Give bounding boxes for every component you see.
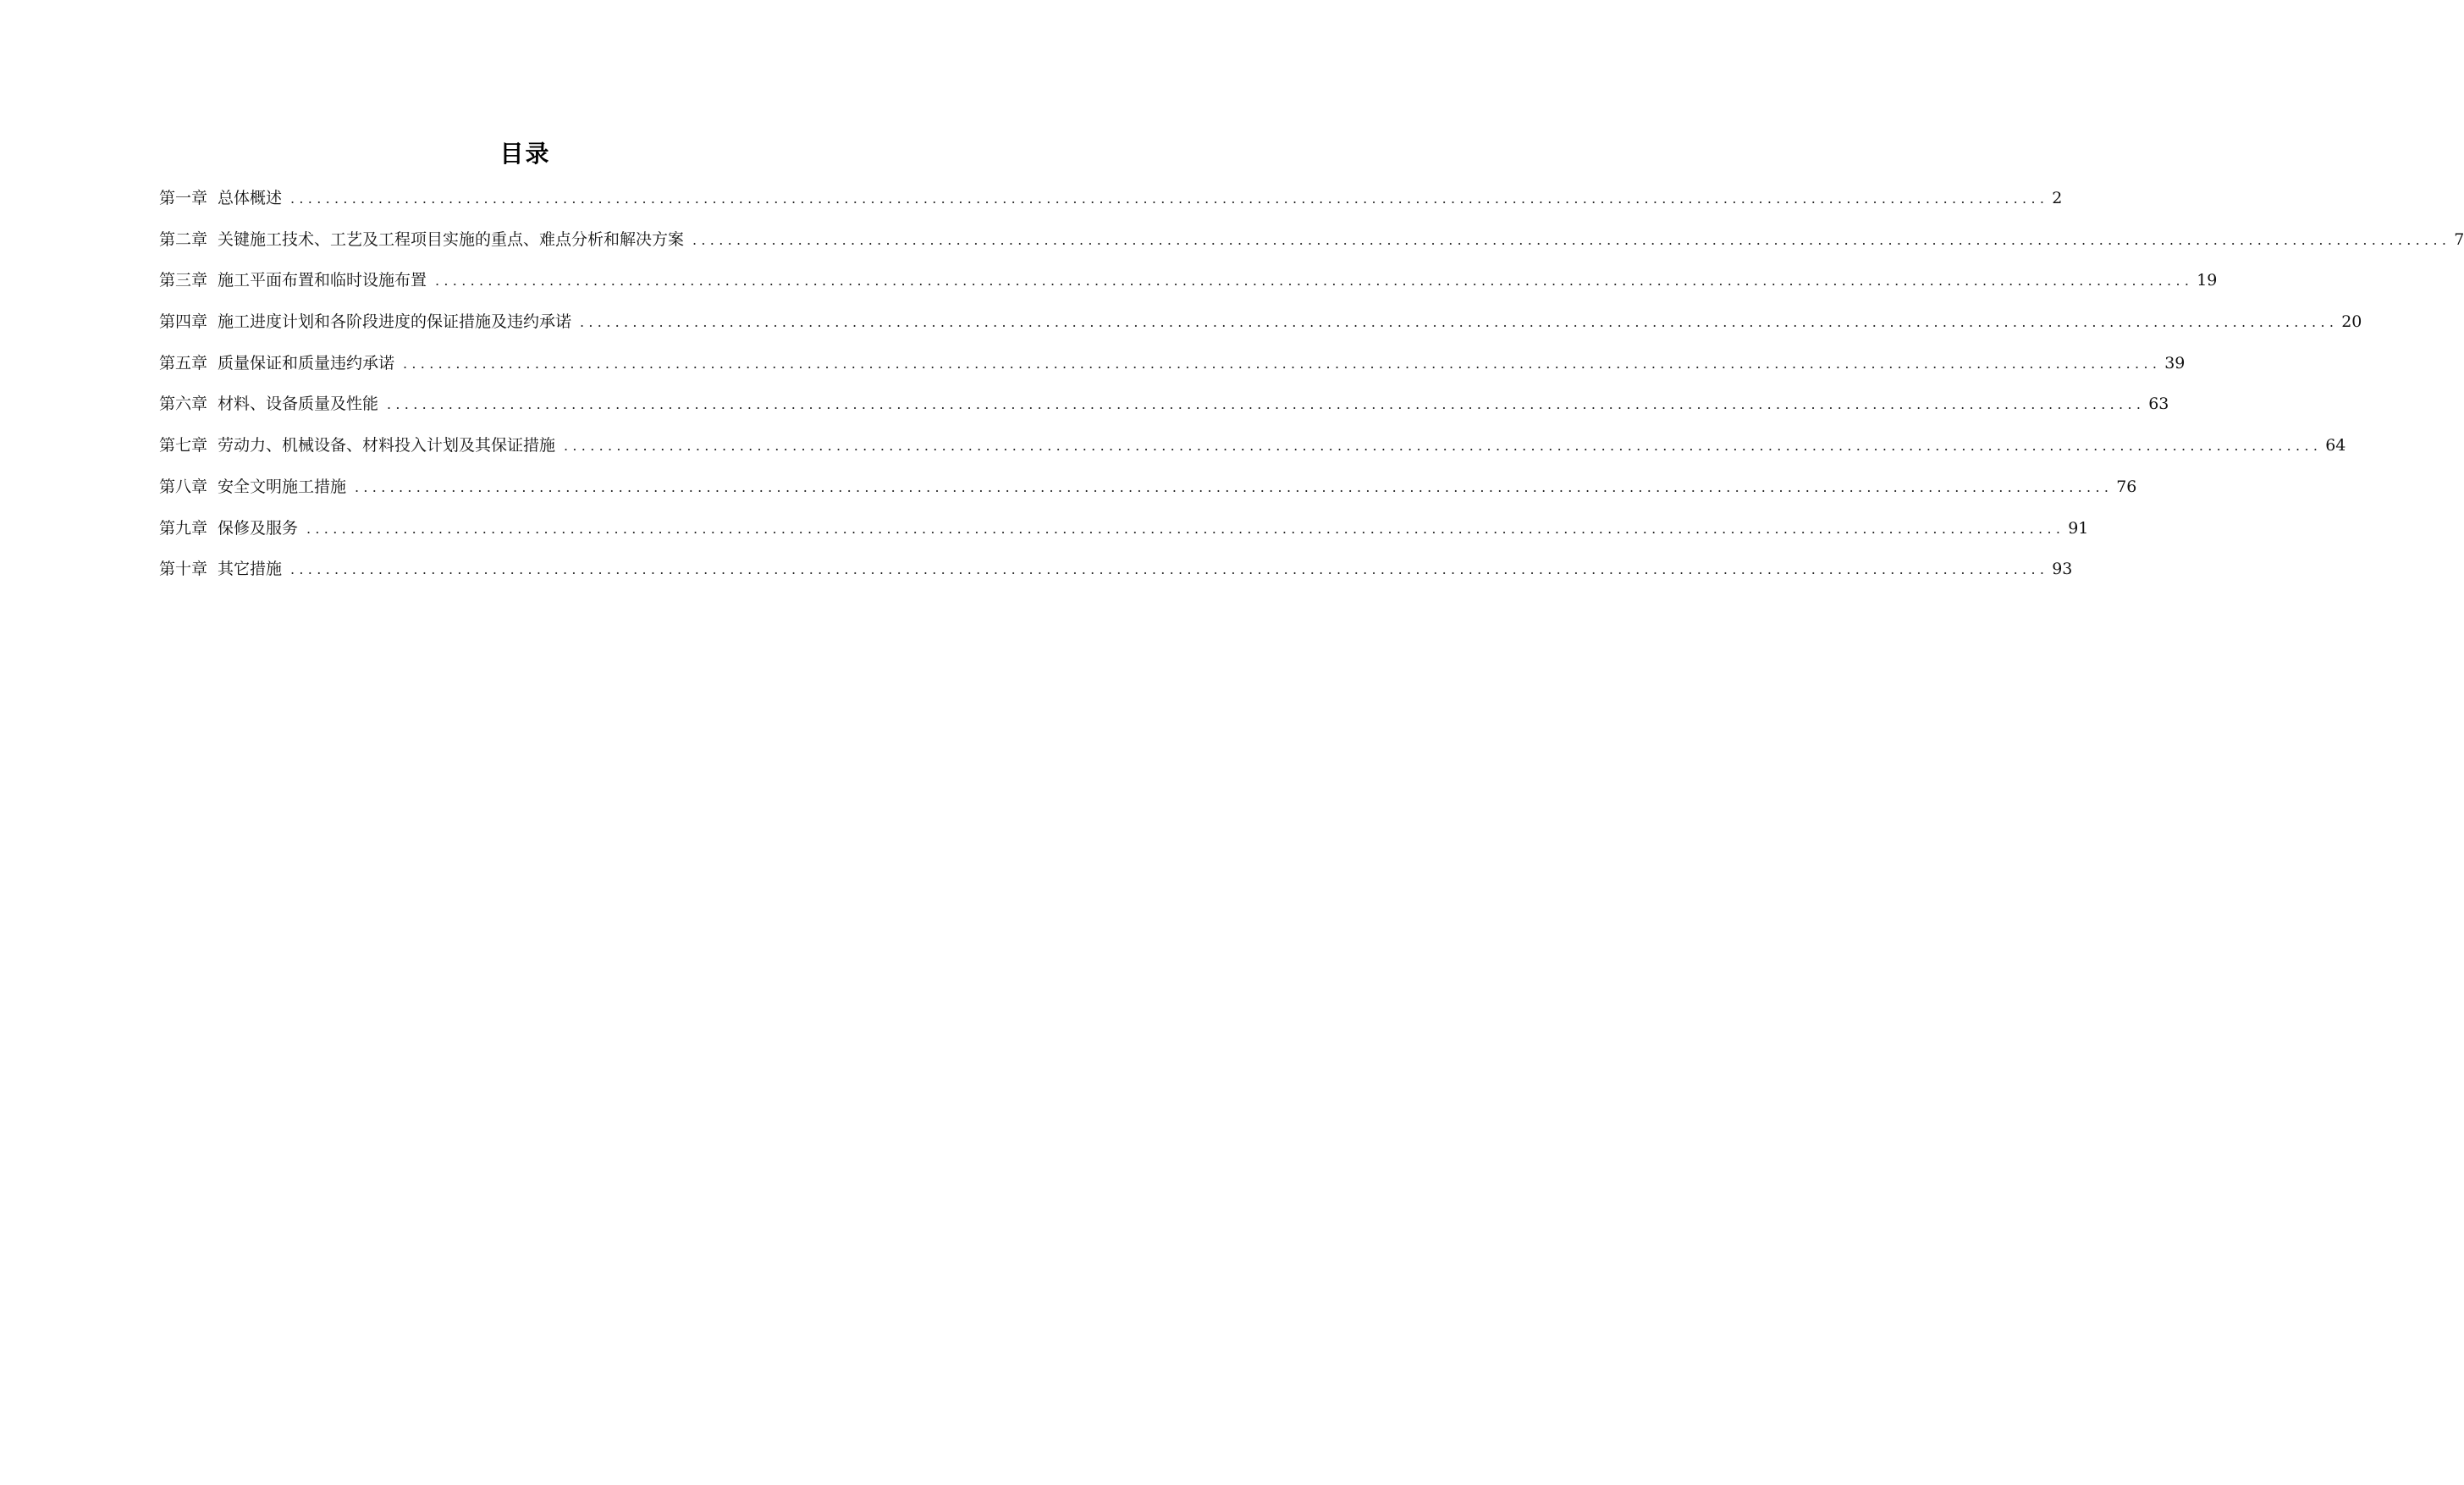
toc-leader-dots: ........................................................................................................................................................................................................: [564, 438, 2323, 455]
toc-leader-dots: ........................................................................................................................................................................................................: [403, 355, 2162, 372]
toc-entry[interactable]: [159, 559, 2073, 600]
toc-chapter-title: 其它措施: [218, 560, 283, 579]
toc-chapter-number: 第三章: [159, 271, 208, 290]
toc-entry[interactable]: [159, 353, 2186, 395]
toc-chapter-number: 第四章: [159, 312, 208, 332]
toc-chapter-title: 施工进度计划和各阶段进度的保证措施及违约承诺: [218, 312, 572, 332]
toc-entry[interactable]: [159, 518, 2089, 560]
toc-chapter-number: 第十章: [159, 560, 208, 579]
toc-chapter-title: 劳动力、机械设备、材料投入计划及其保证措施: [218, 436, 556, 455]
toc-leader-dots: ........................................................................................................................................................................................................: [306, 520, 2065, 537]
toc-leader-dots: ........................................................................................................................................................................................................: [692, 231, 2451, 248]
toc-title: 目录: [499, 140, 551, 168]
toc-page-number: 19: [2197, 271, 2218, 290]
toc-chapter-number: 第二章: [159, 229, 208, 249]
toc-chapter-title: 保修及服务: [218, 518, 299, 538]
toc-page-number: 7: [2454, 229, 2464, 249]
toc-chapter-number: 第五章: [159, 353, 208, 373]
toc-page-number: 39: [2164, 353, 2186, 373]
toc-leader-dots: ........................................................................................................................................................................................................: [580, 314, 2339, 331]
toc-entry[interactable]: [159, 477, 2137, 518]
toc-entry[interactable]: [159, 188, 2063, 229]
toc-chapter-title: 材料、设备质量及性能: [218, 395, 379, 414]
toc-chapter-title: 总体概述: [218, 189, 283, 207]
toc-entry[interactable]: [159, 270, 2218, 312]
toc-chapter-title: 施工平面布置和临时设施布置: [218, 271, 427, 290]
toc-chapter-number: 第一章: [159, 189, 208, 207]
toc-list: [159, 188, 2464, 600]
toc-page-number: 64: [2325, 436, 2346, 455]
toc-page-number: 20: [2341, 312, 2362, 332]
toc-chapter-number: 第八章: [159, 477, 208, 496]
toc-chapter-title: 安全文明施工措施: [218, 477, 347, 496]
toc-leader-dots: ........................................................................................................................................................................................................: [290, 190, 2049, 207]
toc-entry[interactable]: [159, 394, 2169, 435]
toc-entry[interactable]: [159, 312, 2362, 353]
toc-entry[interactable]: [159, 435, 2346, 477]
toc-chapter-number: 第六章: [159, 395, 208, 414]
toc-chapter-number: 第九章: [159, 518, 208, 538]
toc-entry[interactable]: [159, 229, 2464, 271]
toc-leader-dots: ........................................................................................................................................................................................................: [435, 273, 2194, 290]
toc-page-number: 91: [2068, 518, 2089, 538]
toc-page-number: 93: [2052, 560, 2073, 579]
toc-page-number: 63: [2148, 395, 2169, 414]
toc-leader-dots: ........................................................................................................................................................................................................: [387, 396, 2146, 413]
toc-leader-dots: ........................................................................................................................................................................................................: [355, 478, 2114, 495]
toc-chapter-number: 第七章: [159, 436, 208, 455]
toc-page-number: 76: [2116, 477, 2137, 496]
toc-chapter-title: 质量保证和质量违约承诺: [218, 353, 395, 373]
toc-leader-dots: ........................................................................................................................................................................................................: [290, 561, 2049, 578]
toc-page-number: 2: [2052, 189, 2063, 207]
toc-chapter-title: 关键施工技术、工艺及工程项目实施的重点、难点分析和解决方案: [218, 229, 685, 249]
